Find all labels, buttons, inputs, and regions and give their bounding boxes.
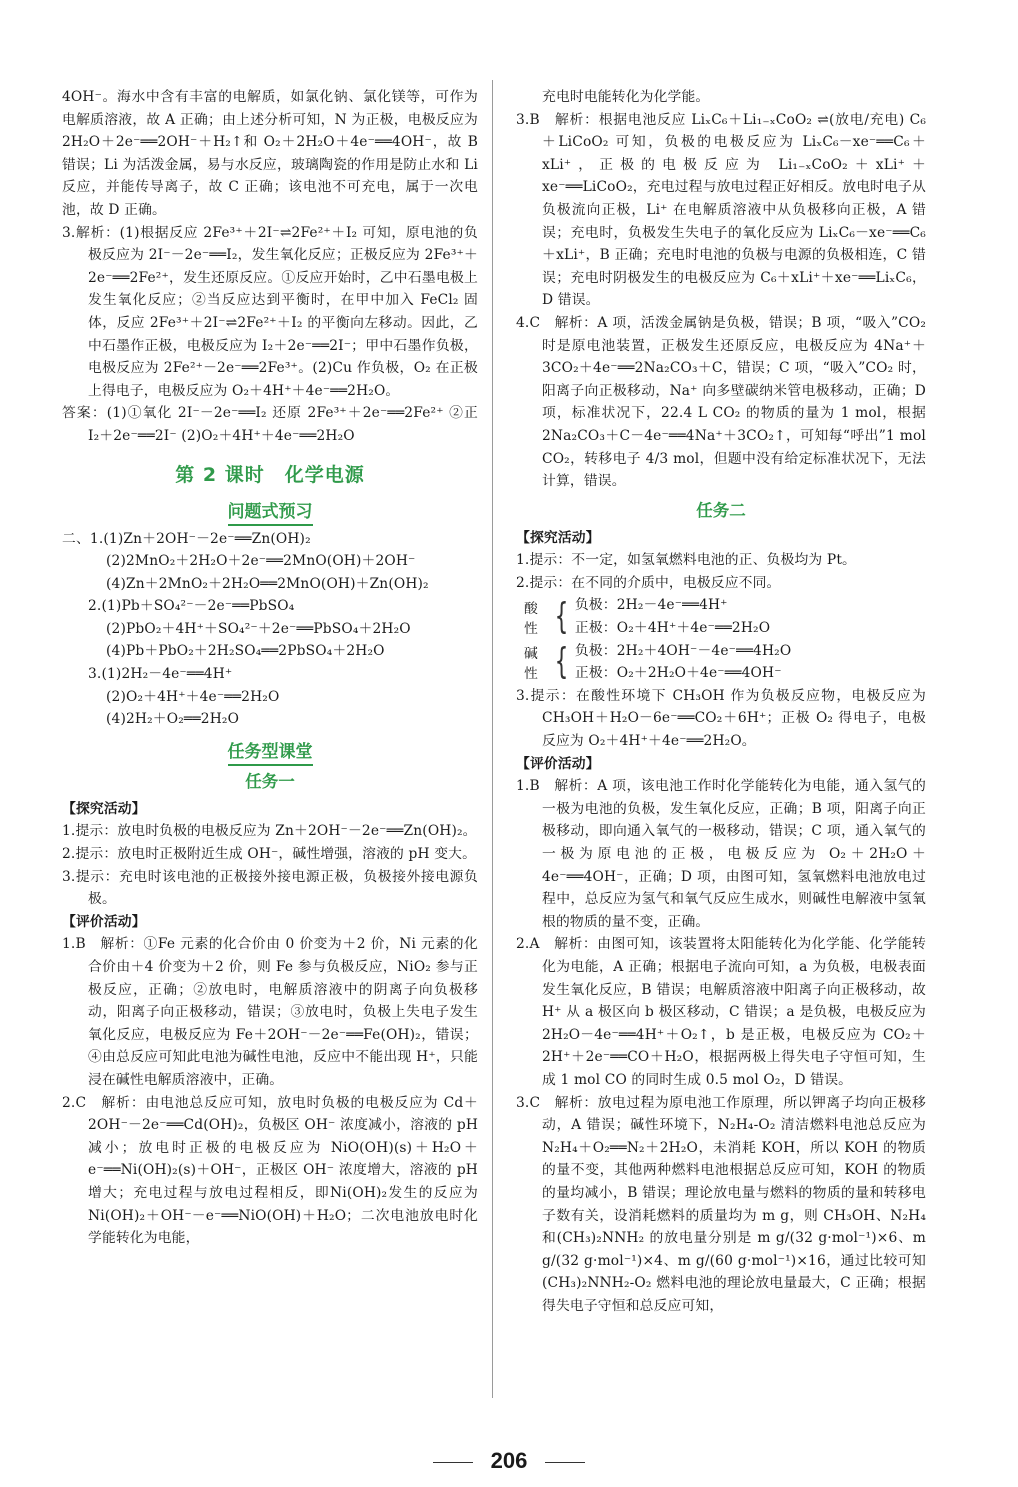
- preview-line: 二、1.(1)Zn＋2OH⁻－2e⁻══Zn(OH)₂: [62, 530, 311, 547]
- preview-line: (4)Pb＋PbO₂＋2H₂SO₄══2PbSO₄＋2H₂O: [106, 643, 385, 660]
- acid-negative: 负极：2H₂－4e⁻══4H⁺: [574, 597, 728, 614]
- question-3-analysis: 3.解析：(1)根据反应 2Fe³⁺＋2I⁻⇌2Fe²⁺＋I₂ 可知，原电池的负极反应为 2I⁻－2e⁻══I₂，发生氧化反应；正极反应为 2Fe³⁺＋2e⁻══2Fe²⁺，发生还原反应。①反应开始时，乙中石墨电极上发生氧化反应；②当反应达到平衡时，在甲中加入 FeCl₂ 固体，反应 2Fe³⁺＋2I⁻⇌2Fe²⁺＋I₂ 的平衡向左移动。因此，乙中石墨作正极，电极反应为 I₂＋2e⁻══2I⁻；甲中石墨作负极，电极反应为 2Fe²⁺－2e⁻══2Fe³⁺。(2)Cu 作负极，O₂ 在正极上得电子，电极反应为 O₂＋4H⁺＋4e⁻══2H₂O。: [62, 224, 478, 399]
- column-divider: [492, 80, 493, 1398]
- left-column: [62, 86, 478, 1250]
- question-3-analysis: 3.B 解析：根据电池反应 LiₓC₆＋Li₁₋ₓCoO₂ ⇌(放电/充电) C₆＋LiCoO₂ 可知，负极的电极反应为 LiₓC₆－xe⁻══C₆＋xLi⁺，正极的电极反应为 Li₁₋ₓCoO₂＋xLi⁺＋xe⁻══LiCoO₂，充电过程与放电过程正好相反。放电时电子从负极流向正极，Li⁺ 在电解质溶液中从负极移向正极，A 错误；充电时，负极发生失电子的氧化反应为 LiₓC₆－xe⁻══C₆＋xLi⁺，B 正确；充电时电池的负极与电源的负极相连，C 错误；充电时阴极发生的电极反应为 C₆＋xLi⁺＋xe⁻══LiₓC₆，D 错误。: [516, 111, 926, 309]
- right-column: [516, 86, 926, 1317]
- eval-item: 3.C 解析：放电过程为原电池工作原理，所以钾离子均向正极移动，A 错误；碱性环境下，N₂H₄-O₂ 清洁燃料电池总反应为 N₂H₄＋O₂══N₂＋2H₂O，未消耗 KOH，所以 KOH 的物质的量不变，其他两种燃料电池根据总反应可知，KOH 的物质的量均减小，B 错误；理论放电量与燃料的物质的量和转移电子数有关，设消耗燃料的质量均为 m g，则 CH₃OH、N₂H₄ 和(CH₃)₂NNH₂ 的放电量分别是 m g/(32 g·mol⁻¹)×6、m g/(32 g·mol⁻¹)×4、m g/(60 g·mol⁻¹)×16，通过比较可知(CH₃)₂NNH₂-O₂ 燃料电池的理论放电量最大，C 正确；根据得失电子守恒和总反应可知，: [516, 1094, 926, 1314]
- page-dash-right: [545, 1462, 585, 1463]
- eval-label: 【评价活动】: [516, 755, 600, 772]
- intro-paragraph: 4OH⁻。海水中含有丰富的电解质，如氯化钠、氯化镁等，可作为电解质溶液，故 A 正确；由上述分析可知，N 为正极，电极反应为 2H₂O＋2e⁻══2OH⁻＋H₂↑和 O₂＋2H₂O＋4e⁻══4OH⁻，故 B 错误；Li 为活泼金属，易与水反应，玻璃陶瓷的作用是防止水和 Li 反应，并能传导离子，故 C 正确；该电池不可充电，属于一次电池，故 D 正确。: [62, 89, 478, 218]
- explore-label: 【探究活动】: [62, 800, 146, 817]
- preview-line: 3.(1)2H₂－4e⁻══4H⁺: [88, 666, 233, 683]
- explore-item: 2.提示：放电时正极附近生成 OH⁻，碱性增强，溶液的 pH 变大。: [62, 846, 477, 863]
- base-negative: 负极：2H₂＋4OH⁻－4e⁻══4H₂O: [574, 642, 792, 659]
- eval-item: 1.B 解析：①Fe 元素的化合价由 0 价变为＋2 价，Ni 元素的化合价由＋4 价变为＋2 价，则 Fe 参与负极反应，NiO₂ 参与正极反应，正确；②放电时，电解质溶液中的阴离子向负极移动，阳离子向正极移动，错误；③放电时，负极上失电子发生氧化反应，电极反应为 Fe＋2OH⁻－2e⁻══Fe(OH)₂，错误；④由总反应可知此电池为碱性电池，反应中不能出现 H⁺，只能浸在碱性电解质溶液中，正确。: [62, 936, 478, 1088]
- base-electrode-group: [524, 640, 926, 685]
- question-4-analysis: 4.C 解析：A 项，活泼金属钠是负极，错误；B 项，“吸入”CO₂ 时是原电池装置，正极发生还原反应，电极反应为 4Na⁺＋3CO₂＋4e⁻══2Na₂CO₃＋C，错误；C 项，“吸入”CO₂ 时，阳离子向正极移动，Na⁺ 向多壁碳纳米管电极移动，正确；D 项，标准状况下，22.4 L CO₂ 的物质的量为 1 mol，根据 2Na₂CO₃＋C－4e⁻══4Na⁺＋3CO₂↑，可知每“呼出”1 mol CO₂，转移电子 4/3 mol，但题中没有给定标准状况下，无法计算，错误。: [516, 314, 926, 490]
- preview-line: (2)2MnO₂＋2H₂O＋2e⁻══2MnO(OH)＋2OH⁻: [106, 553, 416, 570]
- brace-icon: {: [554, 596, 569, 638]
- eval-item: 1.B 解析：A 项，该电池工作时化学能转化为电能，通入氢气的一极为电池的负极，发生氧化反应，正确；B 项，阳离子向正极移动，即向通入氧气的一极移动，错误；C 项，通入氧气的一极为原电池的正极，电极反应为 O₂＋2H₂O＋4e⁻══4OH⁻，正确；D 项，由图可知，氢氧燃料电池放电过程中，总反应为氢气和氧气反应生成水，则碱性电解液中氢氧根的物质的量不变，正确。: [516, 778, 926, 930]
- page-dash-left: [433, 1462, 473, 1463]
- eval-item: 2.C 解析：由电池总反应可知，放电时负极的电极反应为 Cd＋2OH⁻－2e⁻══Cd(OH)₂，负极区 OH⁻ 浓度减小，溶液的 pH 减小；放电时正极的电极反应为 NiO(OH)(s)＋H₂O＋e⁻══Ni(OH)₂(s)＋OH⁻，正极区 OH⁻ 浓度增大，溶液的 pH 增大；充电过程与放电过程相反，即Ni(OH)₂发生的反应为Ni(OH)₂＋OH⁻－e⁻══NiO(OH)＋H₂O；二次电池放电时化学能转化为电能，: [62, 1094, 478, 1247]
- base-label: 碱性: [524, 646, 538, 683]
- class-title: 任务型课堂: [62, 737, 478, 762]
- continued-text: 充电时电能转化为化学能。: [542, 89, 710, 105]
- preview-line: (2)PbO₂＋4H⁺＋SO₄²⁻＋2e⁻══PbSO₄＋2H₂O: [106, 620, 411, 637]
- brace-icon: {: [554, 641, 569, 683]
- explore-label: 【探究活动】: [516, 529, 600, 546]
- preview-title: 问题式预习: [62, 497, 478, 522]
- task-1-title: 任务一: [245, 771, 295, 791]
- preview-line: (4)2H₂＋O₂══2H₂O: [106, 711, 240, 728]
- page-number: 206: [0, 1448, 1018, 1474]
- acid-positive: 正极：O₂＋4H⁺＋4e⁻══2H₂O: [574, 620, 771, 637]
- preview-line: (4)Zn＋2MnO₂＋2H₂O══2MnO(OH)＋Zn(OH)₂: [106, 575, 429, 592]
- explore-item: 1.提示：不一定，如氢氧燃料电池的正、负极均为 Pt。: [516, 552, 856, 569]
- eval-item: 2.A 解析：由图可知，该装置将太阳能转化为化学能、化学能转化为电能，A 正确；根据电子流向可知，a 为负极，电极表面发生氧化反应，B 错误；电解质溶液中阳离子向正极移动，故 H⁺ 从 a 极区向 b 极区移动，C 错误；a 是负极，电极反应为 2H₂O－4e⁻══4H⁺＋O₂↑，b 是正极，电极反应为 CO₂＋2H⁺＋2e⁻══CO＋H₂O，根据两极上得失电子守恒可知，生成 1 mol CO 的同时生成 0.5 mol O₂，D 错误。: [516, 936, 926, 1088]
- acid-label: 酸性: [524, 601, 538, 638]
- base-positive: 正极：O₂＋2H₂O＋4e⁻══4OH⁻: [574, 665, 782, 682]
- preview-line: 2.(1)Pb＋SO₄²⁻－2e⁻══PbSO₄: [88, 598, 295, 615]
- explore-item: 3.提示：在酸性环境下 CH₃OH 作为负极反应物，电极反应为 CH₃OH＋H₂O－6e⁻══CO₂＋6H⁺；正极 O₂ 得电子，电极反应为 O₂＋4H⁺＋4e⁻══2H₂O。: [516, 687, 926, 750]
- preview-line: (2)O₂＋4H⁺＋4e⁻══2H₂O: [106, 688, 280, 705]
- lesson-title: 第 2 课时 化学电源: [175, 463, 365, 486]
- acid-electrode-group: [524, 594, 926, 639]
- eval-label: 【评价活动】: [62, 913, 146, 930]
- task-2-title: 任务二: [696, 500, 746, 520]
- answer-paragraph: 答案：(1)①氧化 2I⁻－2e⁻══I₂ 还原 2Fe³⁺＋2e⁻══2Fe²⁺ ②正 I₂＋2e⁻══2I⁻ (2)O₂＋4H⁺＋4e⁻══2H₂O: [62, 405, 478, 444]
- explore-item: 1.提示：放电时负极的电极反应为 Zn＋2OH⁻－2e⁻══Zn(OH)₂。: [62, 823, 477, 840]
- explore-item: 2.提示：在不同的介质中，电极反应不同。: [516, 574, 781, 591]
- explore-item: 3.提示：充电时该电池的正极接外接电源正极，负极接外接电源负极。: [62, 868, 478, 908]
